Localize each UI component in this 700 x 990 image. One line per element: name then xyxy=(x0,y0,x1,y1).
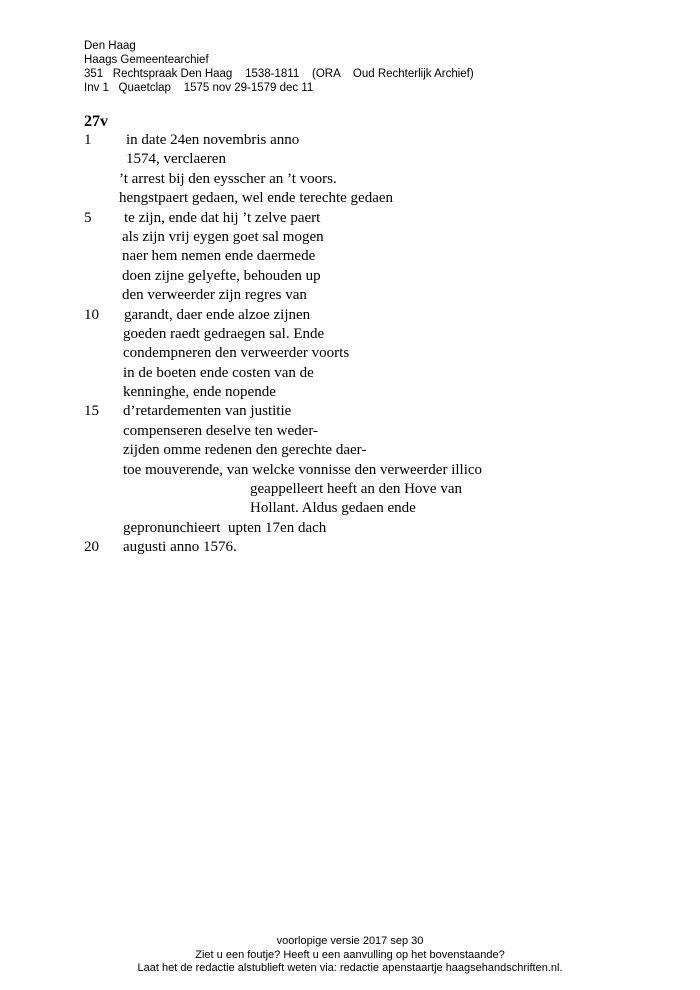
transcription-line xyxy=(0,461,700,480)
line-text: toe mouverende, van welcke vonnisse den verweerder illico xyxy=(123,461,483,478)
line-text: den verweerder zijn regres van xyxy=(122,287,307,304)
line-number: 15 xyxy=(84,403,99,420)
transcription-line xyxy=(0,364,700,383)
header-collection: 351 Rechtspraak Den Haag 1538-1811 (ORA Oud Rechterlijk Archief) xyxy=(84,68,474,80)
line-text: gepronunchieert upten 17en dach xyxy=(123,519,327,536)
line-text: compenseren deselve ten weder- xyxy=(123,422,319,439)
line-number: 1 xyxy=(84,132,92,148)
transcription-text xyxy=(0,131,700,558)
transcription-line xyxy=(0,344,700,363)
transcription-line xyxy=(0,519,700,538)
footer-question: Ziet u een foutje? Heeft u een aanvulling op het bovenstaande? xyxy=(195,948,505,961)
folio-number: 27v xyxy=(84,113,108,130)
line-text: condempneren den verweerder voorts xyxy=(123,345,350,362)
header-city: Den Haag xyxy=(84,40,136,52)
line-text: kenninghe, ende nopende xyxy=(123,384,276,401)
line-text: garandt, daer ende alzoe zijnen xyxy=(124,306,311,323)
transcription-line xyxy=(0,131,700,150)
line-number: 20 xyxy=(84,539,99,556)
line-text: geappelleert heeft an den Hove van xyxy=(250,481,462,498)
line-text: d’retardementen van justitie xyxy=(123,403,292,420)
line-text: doen zijne gelyefte, behouden up xyxy=(122,267,321,284)
footer-contact: Laat het de redactie alstublieft weten via: redactie apenstaartje haagsehandschriften.nl. xyxy=(137,962,563,974)
document-footer xyxy=(0,935,700,976)
transcription-line xyxy=(0,306,700,325)
line-text: Hollant. Aldus gedaen ende xyxy=(250,500,416,517)
line-text: in de boeten ende costen van de xyxy=(123,364,314,381)
transcription-line xyxy=(0,189,700,208)
document-header xyxy=(84,39,474,95)
line-text: 1574, verclaeren xyxy=(126,151,226,168)
transcription-line xyxy=(0,441,700,460)
line-text: te zijn, ende dat hij ’t zelve paert xyxy=(124,209,321,226)
transcription-line xyxy=(0,383,700,402)
transcription-line xyxy=(0,170,700,189)
transcription-line xyxy=(0,422,700,441)
line-text: goeden raedt gedraegen sal. Ende xyxy=(123,325,325,342)
header-inventory: Inv 1 Quaetclap 1575 nov 29-1579 dec 11 xyxy=(84,82,314,94)
transcription-line xyxy=(0,499,700,518)
line-text: zijden omme redenen den gerechte daer- xyxy=(123,442,367,459)
transcription-line xyxy=(0,480,700,499)
line-text: in date 24en novembris anno xyxy=(126,132,300,148)
line-number: 5 xyxy=(84,209,92,226)
transcription-line xyxy=(0,325,700,344)
line-text: ’t arrest bij den eysscher an ’t voors. xyxy=(119,170,337,187)
transcription-line xyxy=(0,286,700,305)
transcription-line xyxy=(0,228,700,247)
transcription-line xyxy=(0,267,700,286)
line-text: naer hem nemen ende daermede xyxy=(122,248,316,265)
footer-version: voorlopige versie 2017 sep 30 xyxy=(276,935,424,947)
line-text: augusti anno 1576. xyxy=(123,539,237,556)
line-text: als zijn vrij eygen goet sal mogen xyxy=(122,228,324,245)
line-text: hengstpaert gedaen, wel ende terechte gedaen xyxy=(119,190,394,207)
transcription-line xyxy=(0,538,700,557)
transcription-line xyxy=(0,150,700,169)
transcription-line xyxy=(0,209,700,228)
line-number: 10 xyxy=(84,306,99,323)
header-archive: Haags Gemeentearchief xyxy=(84,54,209,66)
transcription-line xyxy=(0,247,700,266)
transcription-line xyxy=(0,402,700,421)
